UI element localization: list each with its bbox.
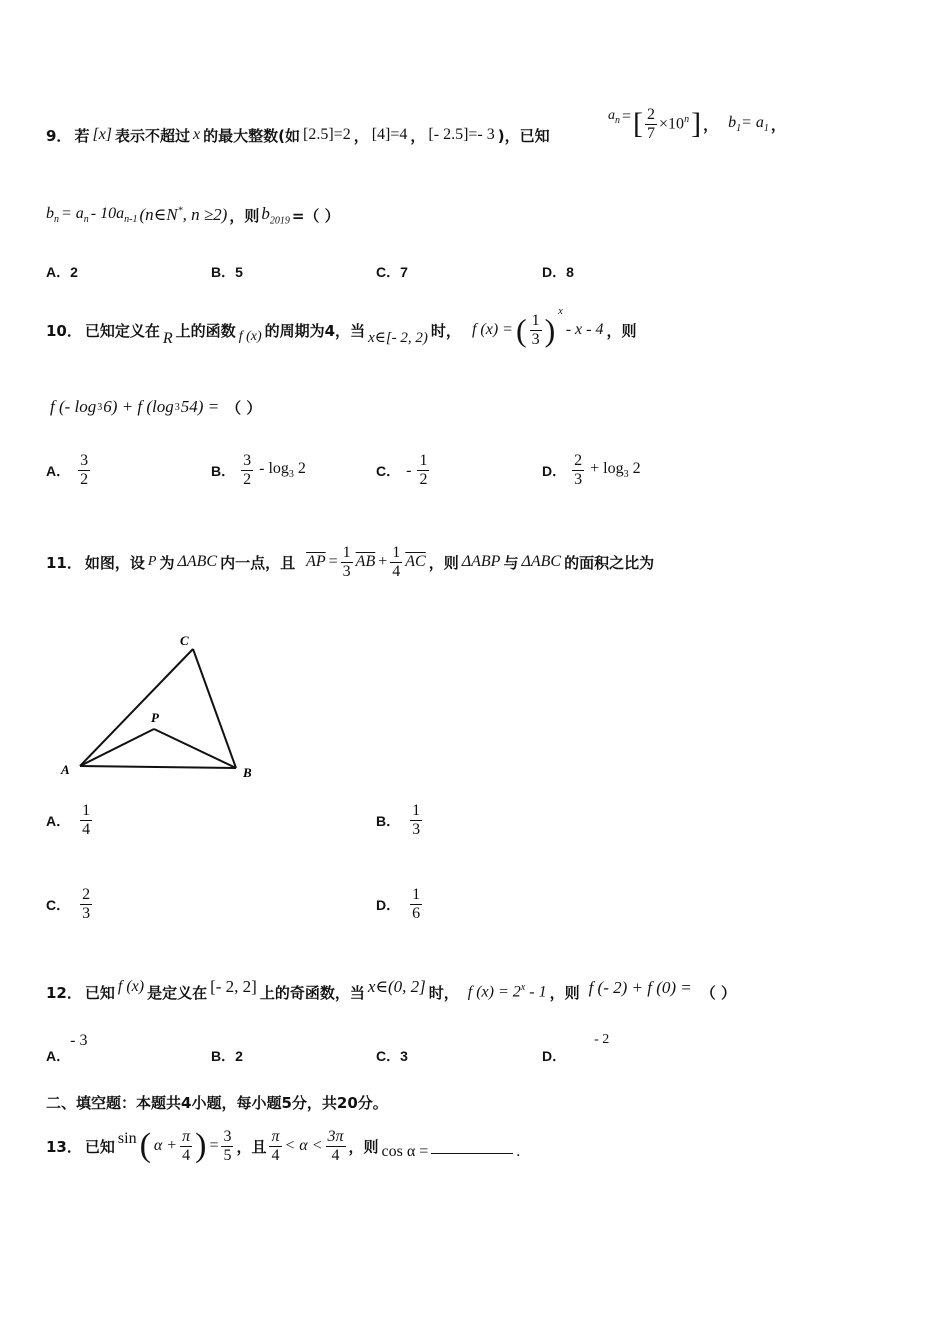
edge-ab (80, 766, 236, 768)
q12-option-d[interactable]: D． - 2 (542, 1032, 610, 1064)
q12-line1: 12． 已知 f (x) 是定义在 [- 2, 2] 上的奇函数，当 x∈(0, 2] 时， f $(x) = 2^x - 1$ ，则 f (- 2) + f (0) = （ ） (46, 977, 737, 1002)
triangle-figure (55, 628, 265, 788)
q11-options-row1 (46, 802, 906, 854)
q12-option-c[interactable]: C．3 (376, 1048, 408, 1064)
q9-option-b[interactable]: B．5 (211, 264, 243, 280)
q11-option-b[interactable]: B． $\frac{1}{3}$ (376, 802, 421, 838)
q10-line1: 10． 已知定义在 R 上的函数 f (x) 的周期为4，当 x∈[- 2, 2) 时， f (x) = ( $\frac{1}{3}$ ) $^x$ - x - 4 ，则 (46, 306, 637, 348)
label-c: C (180, 633, 189, 648)
q13-number: 13． (46, 1137, 82, 1156)
q10-option-a[interactable]: A． $\frac{3}{2}$ (46, 452, 89, 488)
q9-number: 9． (46, 126, 72, 145)
q11-number: 11． (46, 553, 82, 572)
edge-ap (80, 729, 154, 766)
q10-number: 10． (46, 321, 82, 340)
q9-options (46, 262, 906, 282)
q11-line1: 11． 如图，设 P 为 ΔABC 内一点，且 $\overline{AP}$ = $\frac{1}{3}$ $\overline{AB}$ + $\frac{1}{4}$ $\overline{AC}$ ，则 ΔABP 与 ΔABC 的面积之比为 (46, 543, 655, 580)
q9-line2: $b_n$ = $a_n$ - $10a_{n-1}$ (n∈N*, n ≥2) ，则 $b_{2019}$ =（ ） (46, 203, 340, 227)
q12-option-a[interactable]: A． - 3 (46, 1032, 88, 1064)
q9-option-c[interactable]: C．7 (376, 264, 408, 280)
label-a: A (61, 762, 70, 777)
q13-line1: 13． 已知 sin ( α + $\frac{\pi}{4}$ ) = $\frac{3}{5}$ ，且 $\frac{\pi}{4}$ < α < $\frac{3\pi}{4}$ ，则 cos α = . (46, 1127, 521, 1164)
section-2-heading: 二、填空题：本题共4小题，每小题5分，共20分。 (46, 1094, 388, 1112)
q10-option-c[interactable]: C． - $\frac{1}{2}$ (376, 452, 428, 488)
q10-options (46, 452, 906, 504)
q13-answer-blank[interactable] (431, 1153, 513, 1154)
label-p: P (151, 710, 159, 725)
q11-option-c[interactable]: C． $\frac{2}{3}$ (46, 886, 91, 922)
q12-option-b[interactable]: B．2 (211, 1048, 243, 1064)
q12-number: 12． (46, 983, 82, 1002)
q10-option-b[interactable]: B． $\frac{3}{2}$ - $\log_3 2$ (211, 452, 306, 488)
q10-option-d[interactable]: D． $\frac{2}{3}$ + $\log_3 2$ (542, 452, 641, 488)
q9-option-d[interactable]: D．8 (542, 264, 574, 280)
q9-option-a[interactable]: A．2 (46, 264, 78, 280)
q9-line1: 9． 若 [x] 表示不超过 x 的最大整数(如 [2.5]=2 ， [4]=4 ， [- 2.5]=- 3 )，已知 (46, 126, 550, 145)
q11-option-a[interactable]: A． $\frac{1}{4}$ (46, 802, 91, 838)
q12-options (46, 1032, 906, 1062)
q11-option-d[interactable]: D． $\frac{1}{6}$ (376, 886, 421, 922)
q10-line2: f (- log 3 6) + f (log 3 54) = （ ） (50, 397, 262, 417)
q11-options-row2 (46, 886, 906, 938)
q9-an-formula: $a_n$ = [ $\frac{2}{7}$ $\times 10^n$ ] ， $b_1= a_1$ ， (608, 105, 786, 142)
edge-ac (80, 649, 193, 766)
label-b: B (243, 765, 252, 780)
